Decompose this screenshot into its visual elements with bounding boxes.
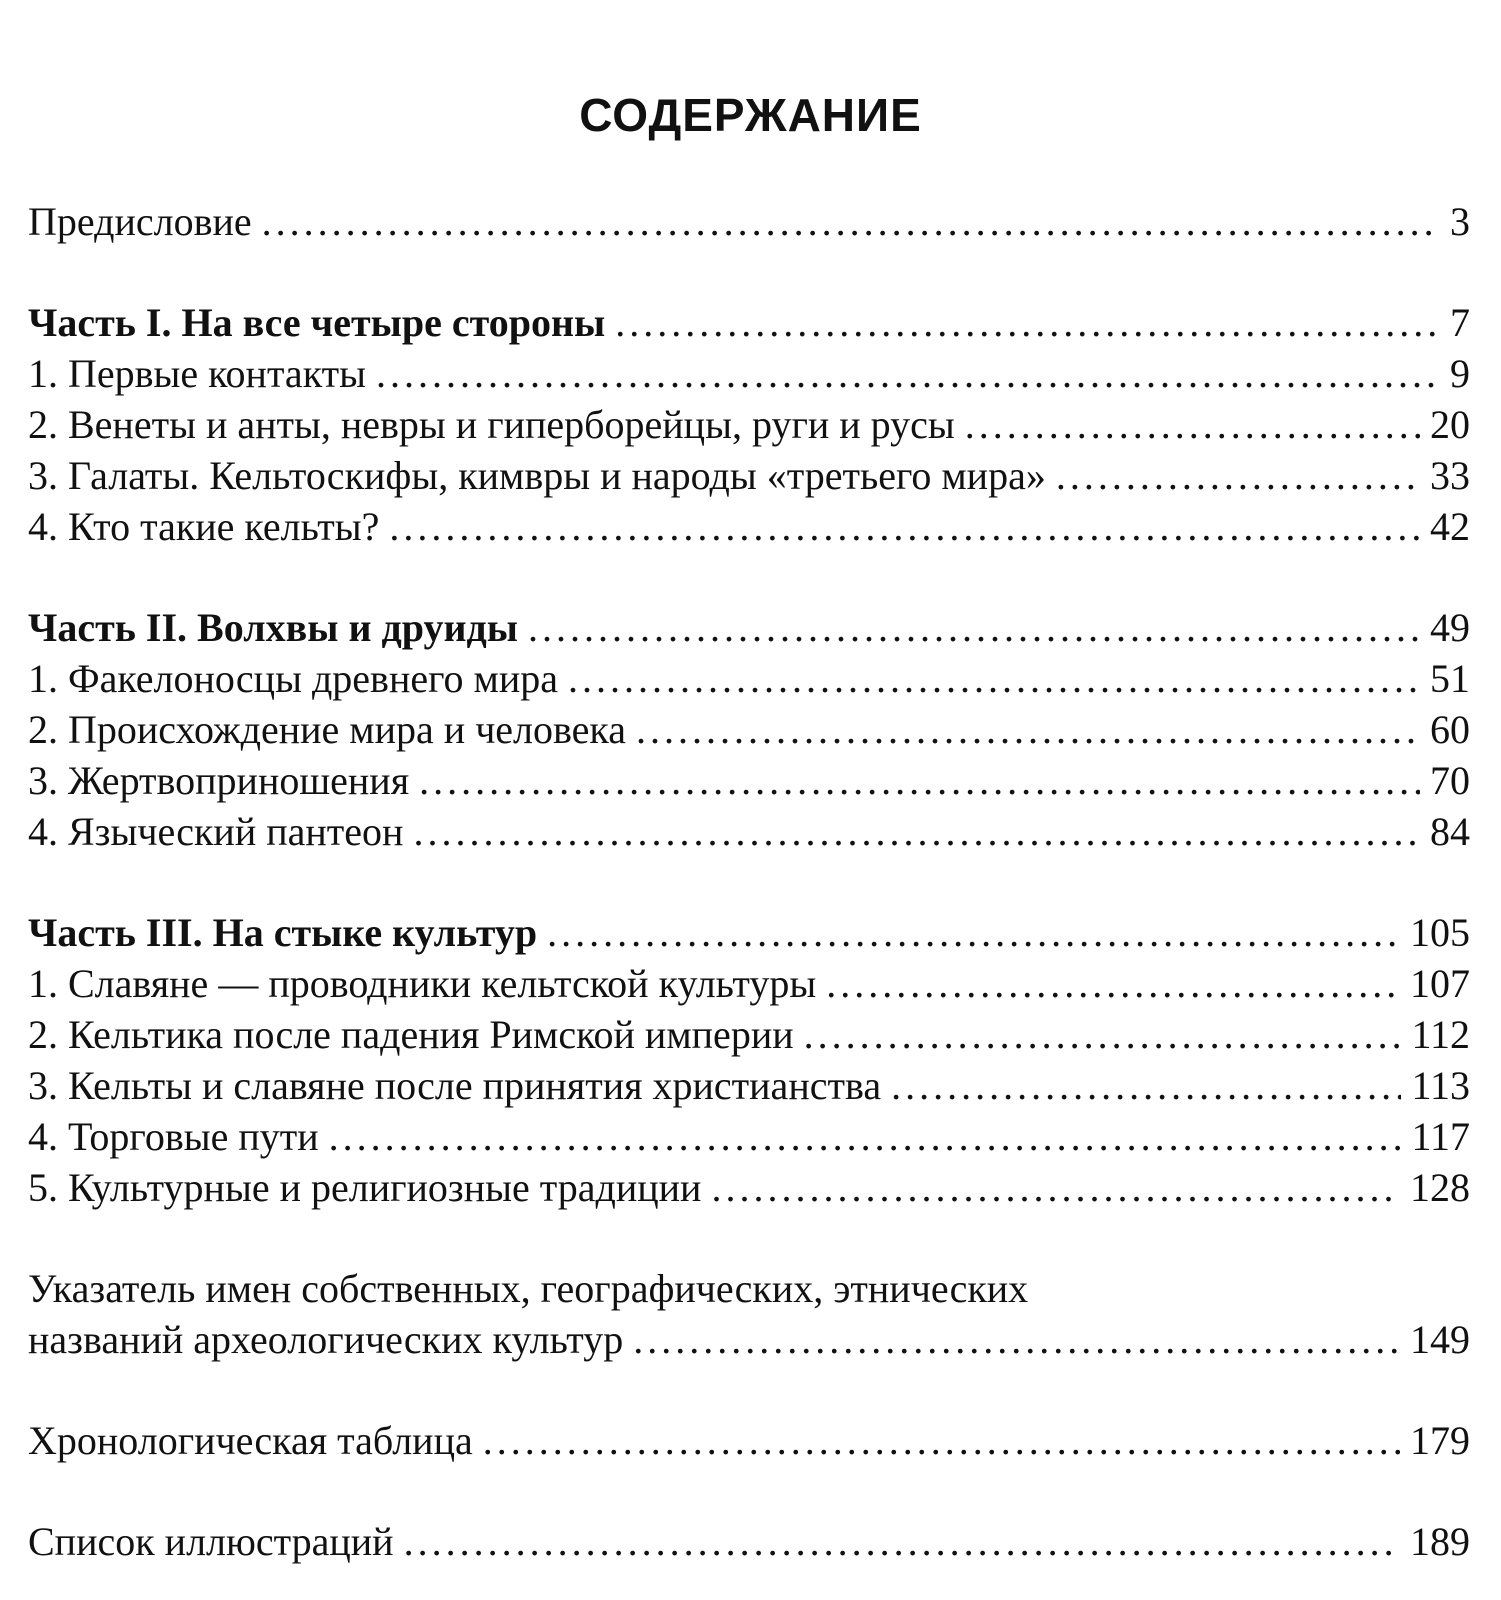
toc-entry-label: 2. Кельтика после падения Римской империи	[28, 1012, 794, 1057]
page-title: СОДЕРЖАНИЕ	[579, 89, 922, 141]
toc-entry-page: 179	[1410, 1418, 1470, 1463]
dot-leader	[376, 348, 1440, 399]
dot-leader	[528, 602, 1420, 653]
dot-leader	[568, 653, 1420, 704]
toc-entry-page: 112	[1411, 1012, 1470, 1057]
dot-leader	[389, 501, 1420, 552]
toc-entry	[28, 1060, 1470, 1111]
toc-entry-label: 1. Славяне — проводники кельтской культуры	[28, 961, 817, 1006]
toc-entry-label: 5. Культурные и религиозные традиции	[28, 1165, 702, 1210]
toc-entry-page: 49	[1430, 605, 1470, 650]
toc-entry-label: Часть I. На все четыре стороны	[28, 300, 606, 345]
dot-leader	[636, 704, 1420, 755]
dot-leader	[804, 1009, 1402, 1060]
section-gap	[28, 1213, 1470, 1263]
toc-entry-label: Список иллюстраций	[28, 1519, 394, 1564]
toc-entry-page: 105	[1410, 910, 1470, 955]
toc-entry	[28, 755, 1470, 806]
toc-entry-page: 70	[1430, 758, 1470, 803]
toc-entry-label: 4. Кто такие кельты?	[28, 504, 380, 549]
toc-entry	[28, 1162, 1470, 1213]
section-gap	[28, 1466, 1470, 1516]
toc-entry-page: 117	[1411, 1114, 1470, 1159]
toc-entry-page: 20	[1430, 402, 1470, 447]
toc-entry-page: 84	[1430, 809, 1470, 854]
toc-entry-index-line1	[28, 1263, 1470, 1314]
toc-entry-page: 107	[1410, 961, 1470, 1006]
table-of-contents	[28, 196, 1470, 1567]
toc-entry-label: 3. Галаты. Кельтоскифы, кимвры и народы «третьего мира»	[28, 453, 1046, 498]
toc-entry-page: 42	[1430, 504, 1470, 549]
toc-entry	[28, 958, 1470, 1009]
toc-part-heading	[28, 297, 1470, 348]
dot-leader	[711, 1162, 1400, 1213]
toc-entry-label: 2. Происхождение мира и человека	[28, 707, 627, 752]
dot-leader	[419, 755, 1420, 806]
toc-entry-page: 113	[1411, 1063, 1470, 1108]
toc-entry-index	[28, 1314, 1470, 1365]
toc-entry-page: 33	[1430, 453, 1470, 498]
dot-leader	[404, 1516, 1400, 1567]
toc-part-heading	[28, 602, 1470, 653]
dot-leader	[413, 806, 1420, 857]
toc-entry	[28, 1009, 1470, 1060]
dot-leader	[891, 1060, 1401, 1111]
dot-leader	[329, 1111, 1402, 1162]
toc-entry-label: 3. Жертвоприношения	[28, 758, 410, 803]
section-gap	[28, 857, 1470, 907]
dot-leader	[1056, 450, 1420, 501]
toc-entry-page: 149	[1410, 1317, 1470, 1362]
toc-entry	[28, 1111, 1470, 1162]
toc-entry	[28, 450, 1470, 501]
toc-part-heading	[28, 907, 1470, 958]
toc-entry-label: 1. Первые контакты	[28, 351, 366, 396]
toc-entry	[28, 806, 1470, 857]
toc-entry	[28, 704, 1470, 755]
toc-entry-label: Часть III. На стыке культур	[28, 910, 538, 955]
section-gap	[28, 1365, 1470, 1415]
toc-entry-page: 51	[1430, 656, 1470, 701]
toc-entry-page: 9	[1450, 351, 1470, 396]
toc-entry	[28, 348, 1470, 399]
section-gap	[28, 247, 1470, 297]
toc-entry	[28, 653, 1470, 704]
toc-entry-label: Часть II. Волхвы и друиды	[28, 605, 518, 650]
dot-leader	[483, 1415, 1400, 1466]
toc-entry-preface	[28, 196, 1470, 247]
toc-entry	[28, 501, 1470, 552]
toc-entry-page: 128	[1410, 1165, 1470, 1210]
toc-entry-page: 7	[1450, 300, 1470, 345]
dot-leader	[262, 196, 1440, 247]
toc-entry-illustrations	[28, 1516, 1470, 1567]
dot-leader	[826, 958, 1400, 1009]
toc-entry-chronology	[28, 1415, 1470, 1466]
toc-entry-label: 1. Факелоносцы древнего мира	[28, 656, 558, 701]
toc-entry-page: 60	[1430, 707, 1470, 752]
section-gap	[28, 552, 1470, 602]
toc-entry-label: 4. Торговые пути	[28, 1114, 319, 1159]
toc-entry-label: названий археологических культур	[28, 1317, 624, 1362]
dot-leader	[965, 399, 1420, 450]
toc-entry-page: 3	[1450, 199, 1470, 244]
toc-entry-label: 2. Венеты и анты, невры и гиперборейцы, руги и русы	[28, 402, 955, 447]
toc-entry-page: 189	[1410, 1519, 1470, 1564]
dot-leader	[633, 1314, 1400, 1365]
toc-entry-label: Указатель имен собственных, географических, этнических	[28, 1266, 1029, 1311]
toc-entry	[28, 399, 1470, 450]
toc-entry-label: 4. Языческий пантеон	[28, 809, 404, 854]
dot-leader	[547, 907, 1400, 958]
toc-entry-label: Хронологическая таблица	[28, 1418, 473, 1463]
toc-entry-label: Предисловие	[28, 199, 252, 244]
toc-entry-label: 3. Кельты и славяне после принятия христианства	[28, 1063, 882, 1108]
dot-leader	[615, 297, 1440, 348]
